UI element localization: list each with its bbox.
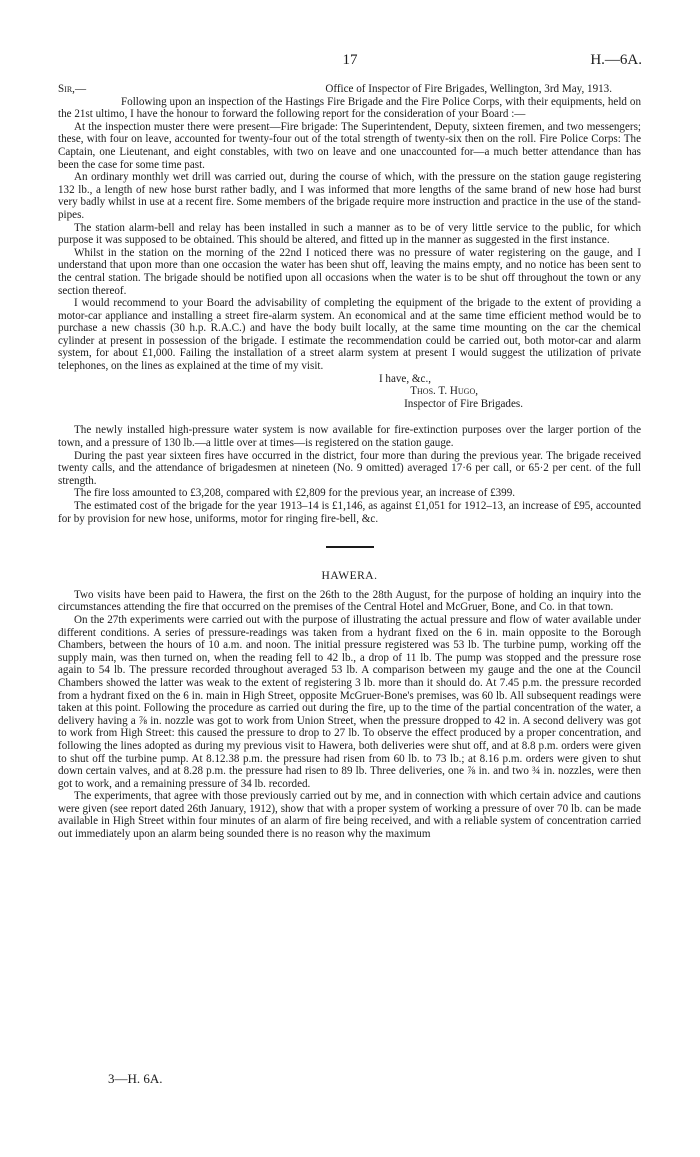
letter-paragraph: I would recommend to your Board the advisability of completing the equipment of the brigade to the extent of providing a motor-car appliance and installing a street fire-alarm system. An economical and at the same time efficient method would be to purchase a new chassis (30 h.p. R.A.C.) and have the body built locally, at the same time mounting on the car the chemical cylinder at present in possession of the brigade. I estimate the recommendation could be carried out, both motor-car and alarm system, for about £1,000. Failing the installation of a street alarm system at present I would suggest the utilization of private telephones, on the lines as explained at the time of my visit.: [58, 297, 641, 373]
summary-paragraph: The newly installed high-pressure water system is now available for fire-extinction purposes over the larger portion of the town, and a pressure of 130 lb.—a little over at times—is registered on the station gauge.: [58, 424, 641, 450]
letter-paragraph: The station alarm-bell and relay has been installed in such a manner as to be of very little service to the public, for which purpose it was supposed to be obtained. This should be altered, and fitted up in the manner as suggested in the first instance.: [58, 221, 641, 247]
spacer: [58, 410, 641, 424]
signature-block: [58, 373, 641, 411]
section-divider: [326, 546, 374, 548]
page-number: 17: [342, 52, 358, 68]
letter-paragraph: An ordinary monthly wet drill was carried out, during the course of which, with the pressure on the station gauge registering 132 lb., a length of new hose burst rather badly, and I was informed that more lengths of the same brand of new hose had burst very badly whilst in use at a recent fire. Some members of the brigade require more instruction and practice in the use of the stand-pipes.: [58, 171, 641, 221]
office-dateline: Office of Inspector of Fire Brigades, Wellington, 3rd May, 1913.: [325, 83, 612, 95]
signatory-title: Inspector of Fire Brigades.: [404, 397, 523, 410]
letter-paragraph: At the inspection muster there were present—Fire brigade: The Superintendent, Deputy, sixteen firemen, and two messengers; these, with four on leave, accounted for twenty-four out of the total strength of twenty-six then on the roll. Fire Police Corps: The Captain, one Lieutenant, and eight constables, with two on leave and one unaccounted for—a much better attendance than has been the case for some time past.: [58, 120, 641, 171]
salutation: Sir,—: [58, 83, 87, 95]
page-body: [58, 83, 641, 841]
summary-paragraph: The fire loss amounted to £3,208, compared with £2,809 for the previous year, an increase of £399.: [74, 487, 516, 500]
letter-heading: [58, 83, 641, 96]
hawera-paragraph: On the 27th experiments were carried out with the purpose of illustrating the actual pressure and flow of water available under different conditions. A series of pressure-readings was taken from a hydrant fixed on the 6 in. main opposite to the Borough Chambers, between the hours of 10 a.m. and noon. The initial pressure registered was 53 lb. The turbine pump, working off the supply main, was then turned on, when the reading fell to 42 lb., a drop of 11 lb. The pump was stopped and the pressure rose again to 54 lb. The pressure recorded throughout averaged 53 lb. A comparison between my gauge and the one at the Council Chambers showed the latter was weak to the extent of registering 3 lb. more than it should do. At 7.45 p.m. the pressure recorded from a hydrant fixed on the 6 in. main in High Street, opposite McGruer-Bone's premises, was 60 lb. All subsequent readings were taken at this point. Following the procedure as carried out during the fire, up to the time of the partial concentration of the water, a delivery having a ⅞ in. nozzle was got to work from Union Street, when the pressure dropped to 42 in. A second delivery was got to work from High Street: this caused the pressure to drop to 27 lb. To observe the effect produced by a proper concentration, and following the lines adopted as during my previous visit to Hawera, both deliveries were shut off, and at 8.8 p.m. orders were given to shut off the turbine pump. At 8.12.38 p.m. the pressure had risen from 60 lb. to 73 lb.; at 8.16 p.m. orders were given to shut down certain valves, and at 8.28 p.m. the pressure had risen to 89 lb. Three deliveries, one ⅞ in. and two ¾ in. nozzles, were then got to work, and a remaining pressure of 34 lb. recorded.: [58, 613, 641, 790]
signatory-name: Thos. T. Hugo,: [410, 385, 478, 398]
closing: I have, &c.,: [378, 372, 431, 385]
signature-mark: 3—H. 6A.: [108, 1071, 163, 1086]
hawera-paragraph: The experiments, that agree with those previously carried out by me, and in connection with which certain advice and cautions were given (see report dated 26th January, 1912), show that with a proper system of working a pressure of over 70 lb. can be made available in High Street within four minutes of an alarm of fire being received, and with a reliable system of concentration carried out immediately upon an alarm being sounded there is no reason why the maximum: [58, 790, 641, 841]
document-reference: H.—6A.: [590, 52, 642, 68]
summary-paragraph: The estimated cost of the brigade for the year 1913–14 is £1,146, as against £1,051 for 1912–13, an increase of £95, accounted for by provision for new hose, uniforms, motor for ringing fire-bell, &c.: [58, 500, 641, 525]
letter-paragraph: Whilst in the station on the morning of the 22nd I noticed there was no pressure of water registering on the gauge, and I understand that upon more than one occasion the water has been shut off, leaving the mains empty, and no notice has been sent to the central station. The brigade should be notified upon all occasions when the water is to be shut off throughout the town or any section thereof.: [58, 246, 641, 297]
summary-paragraph: During the past year sixteen fires have occurred in the district, four more than during the previous year. The brigade received twenty calls, and the attendance of brigadesmen at nineteen (No. 9 omitted) averaged 17·6 per call, or 65·2 per cent. of the full strength.: [58, 449, 641, 487]
letter-paragraph: Following upon an inspection of the Hastings Fire Brigade and the Fire Police Corps, with their equipments, held on the 21st ultimo, I have the honour to forward the following report for the consideration of your Board :—: [58, 95, 641, 121]
hawera-paragraph: Two visits have been paid to Hawera, the first on the 26th to the 28th August, for the purpose of holding an inquiry into the circumstances attending the fire that occurred on the premises of the Central Hotel and McGruer, Bone, and Co. in that town.: [58, 588, 641, 614]
section-title-hawera: HAWERA.: [321, 570, 378, 583]
